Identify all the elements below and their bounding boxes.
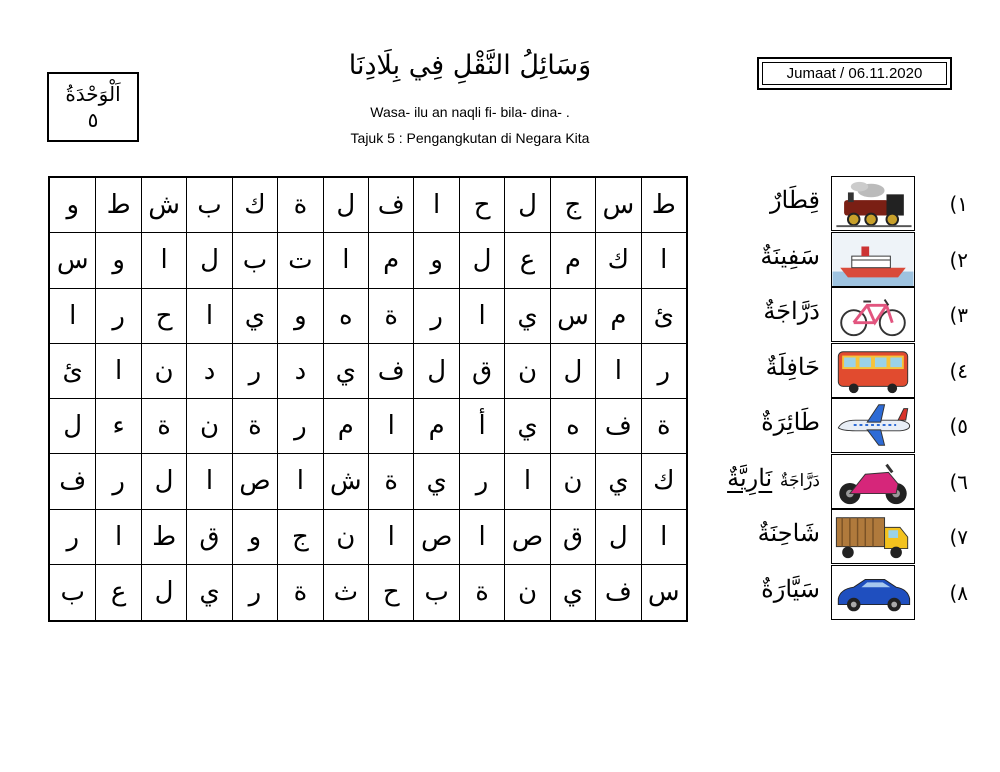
grid-cell[interactable]: ا — [186, 454, 231, 509]
grid-cell[interactable]: م — [595, 289, 640, 344]
vocabulary-word — [727, 464, 820, 492]
grid-cell[interactable]: د — [277, 344, 322, 399]
grid-cell[interactable]: م — [413, 399, 458, 454]
grid-cell[interactable]: ء — [95, 399, 140, 454]
grid-cell[interactable]: ف — [50, 454, 95, 509]
grid-cell[interactable]: ش — [141, 178, 186, 233]
grid-cell[interactable]: و — [277, 289, 322, 344]
grid-cell[interactable]: س — [50, 233, 95, 288]
grid-cell[interactable]: ل — [141, 454, 186, 509]
word-text: حَافِلَةٌ — [765, 352, 820, 381]
vocabulary-item — [700, 398, 990, 454]
grid-cell[interactable]: ر — [413, 289, 458, 344]
vocabulary-item — [700, 343, 990, 399]
grid-cell[interactable]: ق — [550, 510, 595, 565]
grid-cell[interactable]: ط — [141, 510, 186, 565]
grid-cell[interactable]: ر — [641, 344, 686, 399]
grid-cell[interactable]: ي — [550, 565, 595, 620]
page-title-arabic: وَسَائِلُ النَّقْلِ فِي بِلَادِنَا — [348, 50, 592, 81]
grid-cell[interactable]: ة — [368, 289, 413, 344]
grid-cell[interactable]: ا — [641, 510, 686, 565]
grid-cell[interactable]: ه — [550, 399, 595, 454]
word-text: دَرَّاجَةٌ — [763, 297, 820, 325]
word-text: شَاحِنَةٌ — [757, 519, 820, 547]
grid-cell[interactable]: ل — [459, 233, 504, 288]
grid-cell[interactable]: ف — [368, 344, 413, 399]
vocabulary-word — [770, 186, 820, 214]
unit-number: ٥ — [87, 108, 99, 132]
grid-cell[interactable]: ا — [186, 289, 231, 344]
vocabulary-word — [761, 575, 820, 603]
vocabulary-item — [700, 509, 990, 565]
grid-cell[interactable]: ل — [413, 344, 458, 399]
grid-cell[interactable]: س — [595, 178, 640, 233]
grid-cell[interactable]: ر — [232, 565, 277, 620]
page-title-romanized: Wasa- ilu an naqli fi- bila- dina- . — [370, 104, 570, 120]
grid-cell[interactable]: ر — [459, 454, 504, 509]
grid-cell[interactable]: ي — [504, 289, 549, 344]
grid-cell[interactable]: ت — [277, 233, 322, 288]
grid-cell[interactable]: ب — [60, 577, 85, 608]
grid-cell[interactable]: ص — [413, 510, 458, 565]
word-text: قِطَارٌ — [769, 186, 820, 214]
grid-cell[interactable]: ا — [595, 344, 640, 399]
grid-cell[interactable]: ة — [641, 399, 686, 454]
grid-cell[interactable]: ج — [550, 178, 595, 233]
train-icon — [831, 176, 915, 231]
word-search-grid — [48, 176, 688, 622]
grid-cell[interactable]: ة — [459, 565, 504, 620]
grid-cell[interactable]: ا — [277, 454, 322, 509]
truck-icon — [831, 509, 915, 564]
grid-cell[interactable]: ا — [95, 344, 140, 399]
grid-cell[interactable]: ي — [186, 565, 231, 620]
date-text: Jumaat / 06.11.2020 — [786, 65, 923, 82]
grid-cell[interactable]: ة — [232, 399, 277, 454]
vocabulary-word — [766, 353, 820, 381]
grid-cell[interactable]: ع — [95, 565, 140, 620]
grid-cell[interactable]: ا — [368, 399, 413, 454]
bicycle-icon — [831, 287, 915, 342]
grid-cell[interactable]: ة — [141, 399, 186, 454]
item-number: ٧) — [949, 525, 968, 549]
grid-cell[interactable]: م — [550, 233, 595, 288]
word-text-extra: نَارِيَّةٌ — [727, 463, 773, 492]
grid-cell[interactable]: ا — [368, 510, 413, 565]
item-number: ٦) — [949, 469, 968, 494]
grid-cell[interactable]: و — [95, 233, 140, 288]
grid-cell[interactable]: ب — [232, 233, 277, 288]
grid-cell[interactable]: ئ — [50, 344, 95, 399]
ship-icon — [831, 232, 915, 287]
grid-cell[interactable]: ل — [504, 178, 549, 233]
grid-cell[interactable]: ك — [641, 454, 686, 509]
unit-label: اَلْوَحْدَةُ — [65, 82, 121, 106]
grid-cell[interactable]: ك — [232, 178, 277, 233]
item-number: ٥) — [949, 414, 968, 438]
grid-cell[interactable]: ي — [595, 454, 640, 509]
grid-cell[interactable]: ل — [323, 178, 368, 233]
grid-cell[interactable]: ح — [141, 289, 186, 344]
word-text: طَائِرَةٌ — [761, 408, 820, 436]
grid-cell[interactable]: ق — [186, 510, 231, 565]
item-number: ١) — [949, 192, 968, 216]
grid-cell[interactable]: أ — [459, 399, 504, 454]
bus-icon — [831, 343, 915, 398]
grid-cell[interactable]: ر — [95, 454, 140, 509]
page-subtitle: Tajuk 5 : Pengangkutan di Negara Kita — [350, 130, 590, 146]
grid-cell[interactable]: و — [413, 233, 458, 288]
grid-cell[interactable]: ث — [323, 565, 368, 620]
grid-cell[interactable]: ة — [277, 178, 322, 233]
grid-cell[interactable]: ف — [368, 178, 413, 233]
vocabulary-word — [761, 408, 820, 436]
grid-cell[interactable]: ن — [323, 510, 368, 565]
grid-cell[interactable]: ي — [504, 399, 549, 454]
grid-cell[interactable]: ح — [368, 565, 413, 620]
grid-cell[interactable]: د — [186, 344, 231, 399]
grid-cell[interactable]: ي — [413, 454, 458, 509]
grid-cell[interactable]: ل — [141, 565, 186, 620]
grid-cell[interactable]: ا — [95, 510, 140, 565]
grid-cell[interactable]: ط — [95, 178, 140, 233]
grid-cell[interactable]: ل — [186, 233, 231, 288]
vocabulary-item — [700, 565, 990, 621]
grid-cell[interactable]: ن — [141, 344, 186, 399]
grid-cell[interactable]: ن — [504, 344, 549, 399]
vocabulary-word — [763, 297, 820, 325]
grid-cell[interactable]: و — [232, 510, 277, 565]
grid-cell[interactable]: ن — [550, 454, 595, 509]
grid-cell[interactable]: ي — [323, 344, 368, 399]
grid-cell[interactable]: ة — [277, 565, 322, 620]
item-number: ٤) — [949, 358, 968, 383]
vocabulary-item — [700, 287, 990, 343]
grid-cell[interactable]: ع — [504, 233, 549, 288]
grid-cell[interactable]: ص — [232, 454, 277, 509]
grid-cell[interactable]: ر — [232, 344, 277, 399]
grid-cell[interactable]: س — [641, 565, 686, 620]
item-number: ٢) — [949, 247, 968, 272]
grid-cell[interactable]: ف — [595, 399, 640, 454]
item-number: ٨) — [949, 580, 968, 605]
grid-cell[interactable]: ا — [413, 178, 458, 233]
grid-cell[interactable]: ة — [368, 454, 413, 509]
grid-cell[interactable]: ب — [413, 565, 458, 620]
grid-cell[interactable]: ا — [50, 289, 95, 344]
vocabulary-item — [700, 176, 990, 232]
grid-cell[interactable]: ك — [595, 233, 640, 288]
unit-box — [47, 72, 139, 142]
grid-cell[interactable]: ص — [504, 510, 549, 565]
airplane-icon — [831, 398, 915, 453]
word-text: سَفِينَةٌ — [760, 241, 820, 270]
grid-cell[interactable]: ب — [186, 178, 231, 233]
grid-cell[interactable]: ل — [595, 510, 640, 565]
date-box — [757, 57, 952, 90]
car-icon — [831, 565, 915, 620]
vocabulary-item — [700, 232, 990, 288]
grid-cell[interactable]: ا — [641, 233, 686, 288]
grid-cell[interactable]: ف — [595, 565, 640, 620]
grid-cell[interactable]: ط — [641, 178, 686, 233]
grid-cell[interactable]: ه — [323, 289, 368, 344]
grid-cell[interactable]: ا — [141, 233, 186, 288]
grid-cell[interactable]: ش — [323, 454, 368, 509]
item-number: ٣) — [949, 303, 968, 327]
grid-cell[interactable]: ئ — [641, 289, 686, 344]
grid-cell[interactable]: و — [50, 178, 95, 233]
motorcycle-icon — [831, 454, 915, 509]
grid-cell[interactable]: س — [550, 289, 595, 344]
grid-cell[interactable]: ل — [50, 399, 95, 454]
grid-cell[interactable]: ق — [459, 344, 504, 399]
grid-cell[interactable]: ا — [504, 454, 549, 509]
grid-cell[interactable]: ر — [95, 289, 140, 344]
grid-cell[interactable]: ر — [277, 399, 322, 454]
grid-cell[interactable]: ح — [459, 178, 504, 233]
grid-cell[interactable]: ي — [232, 289, 277, 344]
grid-cell[interactable]: ا — [459, 289, 504, 344]
grid-cell[interactable]: ا — [323, 233, 368, 288]
grid-cell[interactable]: ر — [50, 510, 95, 565]
grid-cell[interactable]: ن — [186, 399, 231, 454]
grid-cell[interactable]: م — [323, 399, 368, 454]
grid-cell[interactable]: م — [368, 233, 413, 288]
vocabulary-word — [760, 242, 820, 270]
grid-cell[interactable]: ا — [459, 510, 504, 565]
vocabulary-word — [758, 519, 820, 547]
vocabulary-list — [700, 176, 990, 620]
grid-cell[interactable]: ن — [504, 565, 549, 620]
grid-cell[interactable]: ل — [550, 344, 595, 399]
word-text: سَيَّارَةٌ — [761, 574, 820, 603]
vocabulary-item — [700, 454, 990, 510]
word-text: دَرَّاجَةٌ — [779, 470, 820, 491]
grid-cell[interactable]: ج — [277, 510, 322, 565]
